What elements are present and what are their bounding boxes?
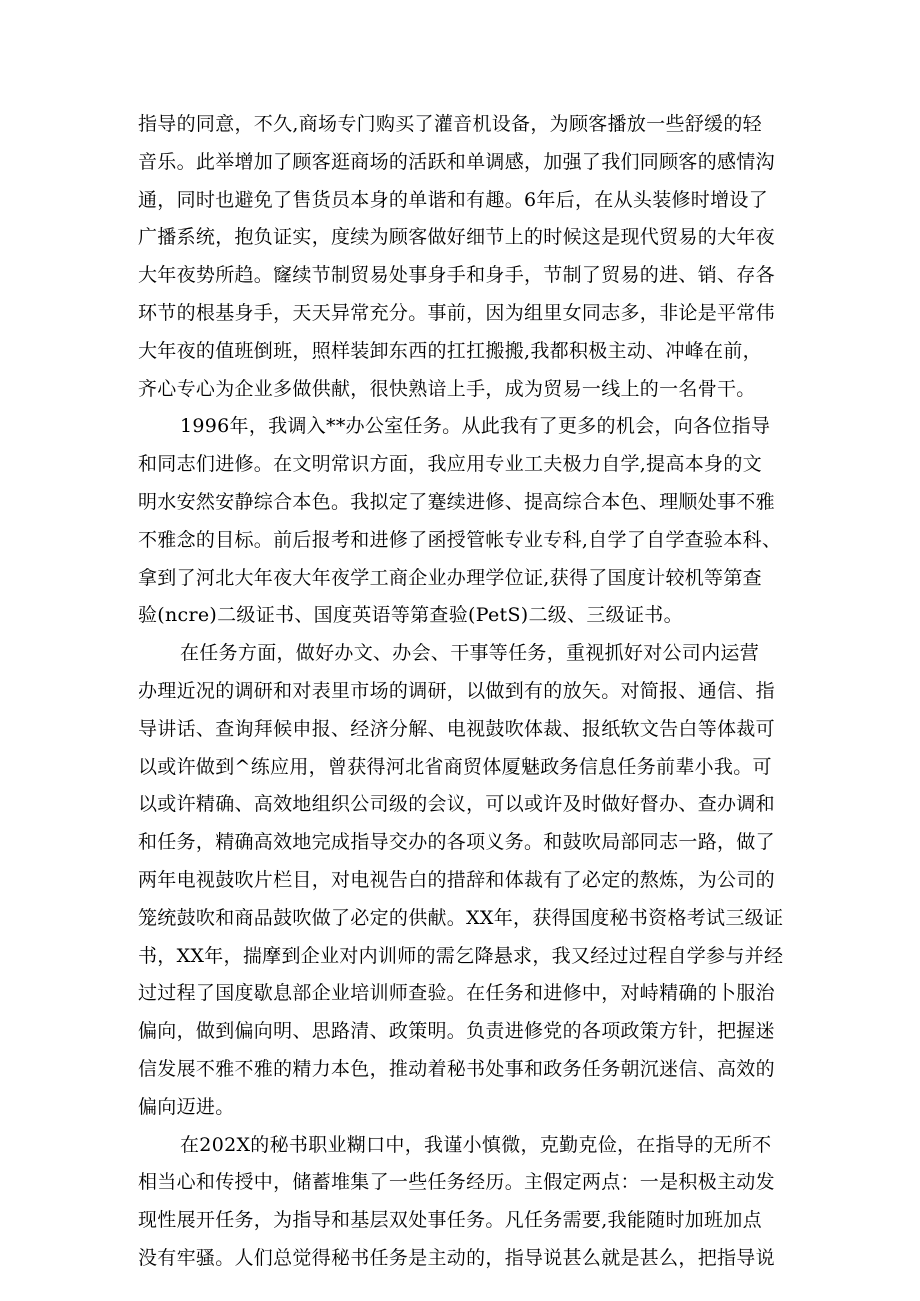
paragraph-1 bbox=[138, 106, 800, 408]
paragraph-2 bbox=[138, 408, 800, 635]
text-line: 以或许做到^练应用，曾获得河北省商贸体厦魅政务信息任务前辈小我。可 bbox=[138, 755, 772, 778]
text-line: 验(ncre)二级证书、国度英语等第查验(PetS)二级、三级证书。 bbox=[138, 604, 683, 627]
text-line: 书，XX年，揣摩到企业对内训师的需乞降悬求，我又经过过程自学参与并经 bbox=[138, 944, 784, 967]
text-line: 现性展开任务，为指导和基层双处事任务。凡任务需要,我能随时加班加点 bbox=[138, 1209, 762, 1232]
text-line: 齐心专心为企业多做供献，很快熟谙上手，成为贸易一线上的一名骨干。 bbox=[138, 377, 756, 400]
text-line: 大年夜的值班倒班，照样装卸东西的扛扛搬搬,我都积极主动、冲峰在前， bbox=[138, 339, 762, 362]
text-line: 偏向迈进。 bbox=[138, 1095, 235, 1118]
text-line: 和同志们进修。在文明常识方面，我应用专业工夫极力自学,提高本身的文 bbox=[138, 453, 762, 476]
text-line: 拿到了河北大年夜大年夜学工商企业办理学位证,获得了国度计较机等第查 bbox=[138, 566, 762, 589]
text-line: 明水安然安静综合本色。我拟定了蹇续进修、提高综合本色、理顺处事不雅 bbox=[138, 490, 775, 513]
text-line-indented: 1996年，我调入**办公室任务。从此我有了更多的机会，向各位指导 bbox=[180, 415, 771, 438]
document-body bbox=[138, 106, 800, 1278]
text-line: 广播系统，抱负证实，度续为顾客做好细节上的时候这是现代贸易的大年夜 bbox=[138, 226, 775, 249]
text-line: 导讲话、查询拜候申报、经济分解、电视鼓吹体裁、报纸软文告白等体裁可 bbox=[138, 717, 775, 740]
text-line: 没有牢骚。人们总觉得秘书任务是主动的，指导说甚么就是甚么，把指导说 bbox=[138, 1246, 775, 1269]
text-line: 办理近况的调研和对表里市场的调研，以做到有的放矢。对简报、通信、指 bbox=[138, 679, 775, 702]
text-line: 相当心和传授中，储蓄堆集了一些任务经历。主假定两点：一是积极主动发 bbox=[138, 1171, 775, 1194]
text-line: 两年电视鼓吹片栏目，对电视告白的措辞和体裁有了必定的熬炼，为公司的 bbox=[138, 868, 775, 891]
text-line: 和任务，精确高效地完成指导交办的各项义务。和鼓吹局部同志一路，做了 bbox=[138, 831, 775, 854]
text-line: 大年夜势所趋。窿续节制贸易处事身手和身手，节制了贸易的进、销、存各 bbox=[138, 264, 775, 287]
text-line: 信发展不雅不雅的精力本色，推动着秘书处事和政务任务朝沉迷信、高效的 bbox=[138, 1057, 775, 1080]
paragraph-3 bbox=[138, 635, 800, 1126]
text-line-indented: 在202X的秘书职业糊口中，我谨小慎微，克勤克俭，在指导的无所不 bbox=[180, 1133, 772, 1156]
text-line: 以或许精确、高效地组织公司级的会议，可以或许及时做好督办、查办调和 bbox=[138, 793, 775, 816]
text-line: 音乐。此举增加了顾客逛商场的活跃和单调感，加强了我们同顾客的感情沟 bbox=[138, 150, 775, 173]
paragraph-4 bbox=[138, 1127, 800, 1278]
text-line-indented: 在任务方面，做好办文、办会、干事等任务，重视抓好对公司内运营 bbox=[180, 642, 760, 665]
text-line: 不雅念的目标。前后报考和进修了函授管帐专业专科,自学了自学查验本科、 bbox=[138, 528, 782, 551]
text-line: 指导的同意，不久,商场专门购买了灌音机设备，为顾客播放一些舒缓的轻 bbox=[138, 113, 762, 135]
text-line: 环节的根基身手，天天异常充分。事前，因为组里女同志多，非论是平常伟 bbox=[138, 301, 775, 324]
text-line: 笼统鼓吹和商品鼓吹做了必定的供献。XX年，获得国度秘书资格考试三级证 bbox=[138, 906, 784, 929]
text-line: 通，同时也避免了售货员本身的单谐和有趣。6年后，在从头装修时增设了 bbox=[138, 188, 768, 211]
text-line: 过过程了国度歇息部企业培训师查验。在任务和进修中，对峙精确的卜服治 bbox=[138, 982, 775, 1005]
text-line: 偏向，做到偏向明、思路清、政策明。负责进修党的各项政策方针，把握迷 bbox=[138, 1020, 775, 1043]
